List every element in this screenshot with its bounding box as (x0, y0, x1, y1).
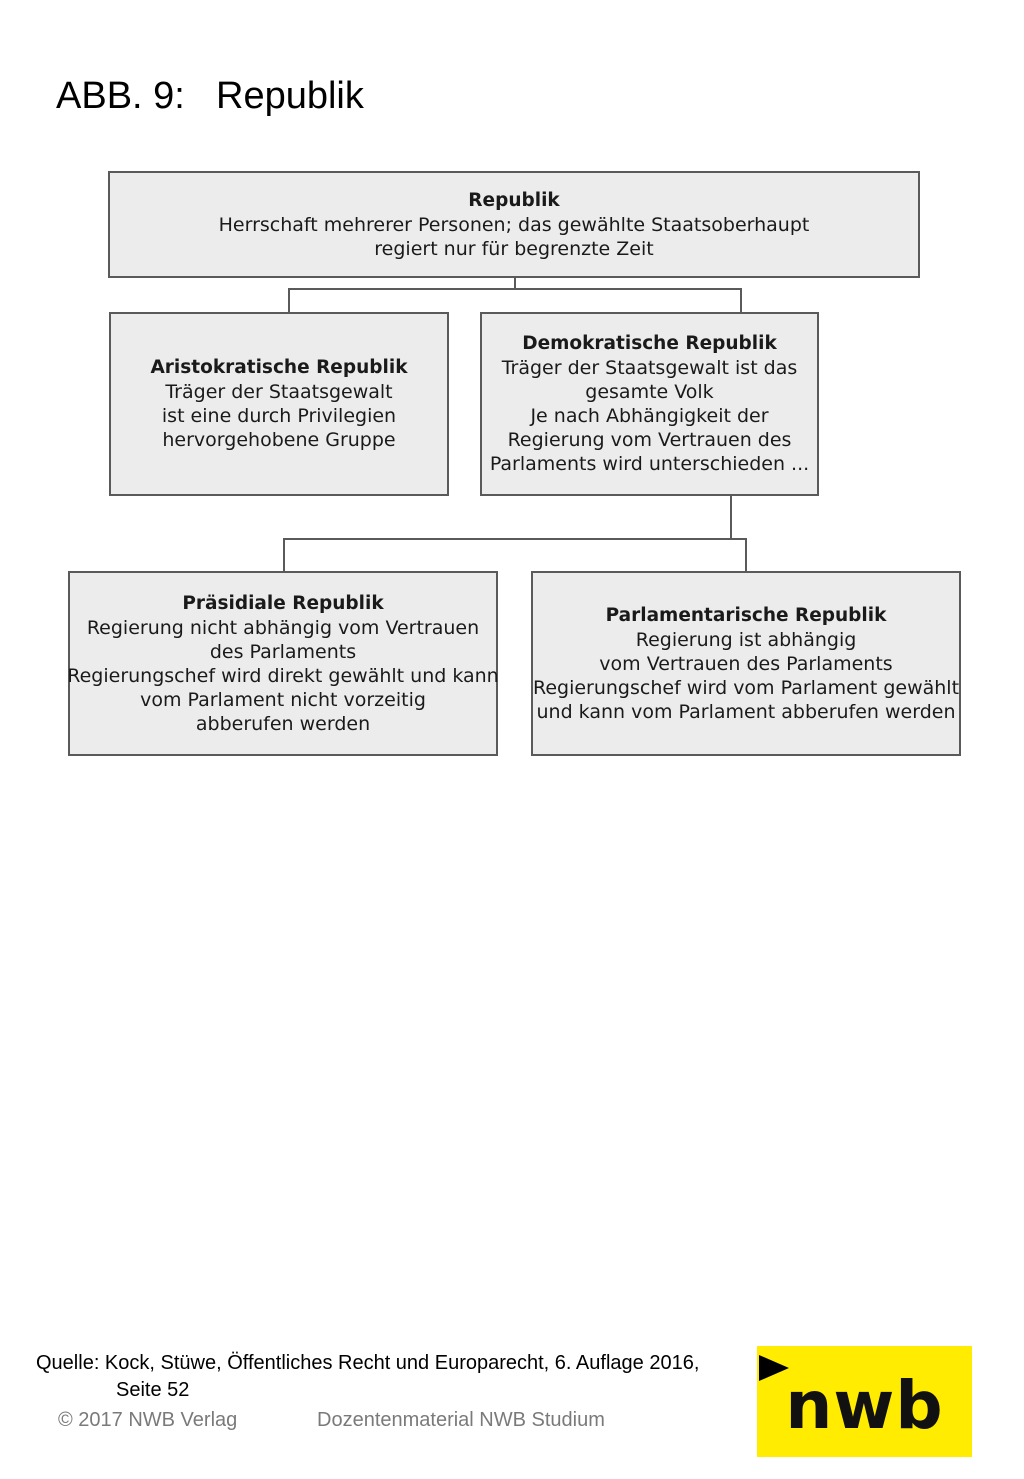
box-text-line: Regierungschef wird vom Parlament gewählt (532, 676, 960, 699)
box-heading: Republik (468, 189, 560, 211)
box-democratic-republic (480, 312, 819, 496)
arrow-right-icon (759, 1355, 789, 1381)
box-heading: Aristokratische Republik (150, 357, 408, 378)
box-text-line: hervorgehobene Gruppe (162, 429, 396, 451)
box-text-line: gesamte Volk (585, 381, 714, 403)
box-text-line: und kann vom Parlament abberufen werden (536, 700, 956, 723)
connector-to-democratic (740, 288, 742, 313)
box-text-line: Herrschaft mehrerer Personen; das gewählte Staatsoberhaupt (218, 213, 810, 236)
box-text-line: Regierung vom Vertrauen des (507, 429, 792, 451)
box-heading: Präsidiale Republik (182, 592, 384, 614)
connector-root-bar (288, 288, 742, 290)
box-aristocratic-republic (109, 312, 449, 496)
figure-title: Republik (216, 75, 364, 117)
footer-copyright: © 2017 NWB Verlag (58, 1409, 238, 1431)
page-title (56, 72, 364, 120)
box-text-line: des Parlaments (209, 640, 357, 663)
box-text-line: vom Vertrauen des Parlaments (599, 652, 893, 675)
box-text-line: Regierungschef wird direkt gewählt und kann (67, 664, 499, 687)
box-text-line: Parlaments wird unterschieden ... (489, 453, 810, 475)
source-line: Quelle: Kock, Stüwe, Öffentliches Recht und Europarecht, 6. Auflage 2016, (36, 1352, 700, 1374)
box-text-line: abberufen werden (195, 712, 371, 735)
nwb-logo (757, 1346, 972, 1457)
box-heading: Demokratische Republik (522, 333, 777, 354)
box-text-line: Regierung ist abhängig (635, 628, 857, 651)
box-text-line: vom Parlament nicht vorzeitig (140, 688, 426, 711)
connector-to-aristocratic (288, 288, 290, 313)
connector-democratic-stem (730, 495, 732, 539)
box-text-line: Träger der Staatsgewalt ist das (501, 357, 798, 379)
logo-text: nwb (785, 1367, 944, 1444)
box-text-line: ist eine durch Privilegien (161, 405, 397, 427)
box-parliamentary-republic (531, 571, 961, 756)
box-republic (108, 171, 920, 278)
figure-number: ABB. 9: (56, 75, 185, 117)
box-heading: Parlamentarische Republik (605, 604, 887, 626)
connector-democratic-bar (283, 538, 747, 540)
source-citation (36, 1350, 699, 1404)
source-line: Seite 52 (116, 1379, 190, 1401)
box-text-line: Träger der Staatsgewalt (165, 381, 393, 403)
box-text-line: regiert nur für begrenzte Zeit (374, 237, 654, 260)
box-text-line: Regierung nicht abhängig vom Vertrauen (86, 616, 480, 639)
connector-to-parliamentary (745, 538, 747, 572)
box-presidential-republic (68, 571, 498, 756)
box-text-line: Je nach Abhängigkeit der (530, 405, 769, 427)
footer-material: Dozentenmaterial NWB Studium (317, 1409, 605, 1431)
connector-to-presidential (283, 538, 285, 572)
